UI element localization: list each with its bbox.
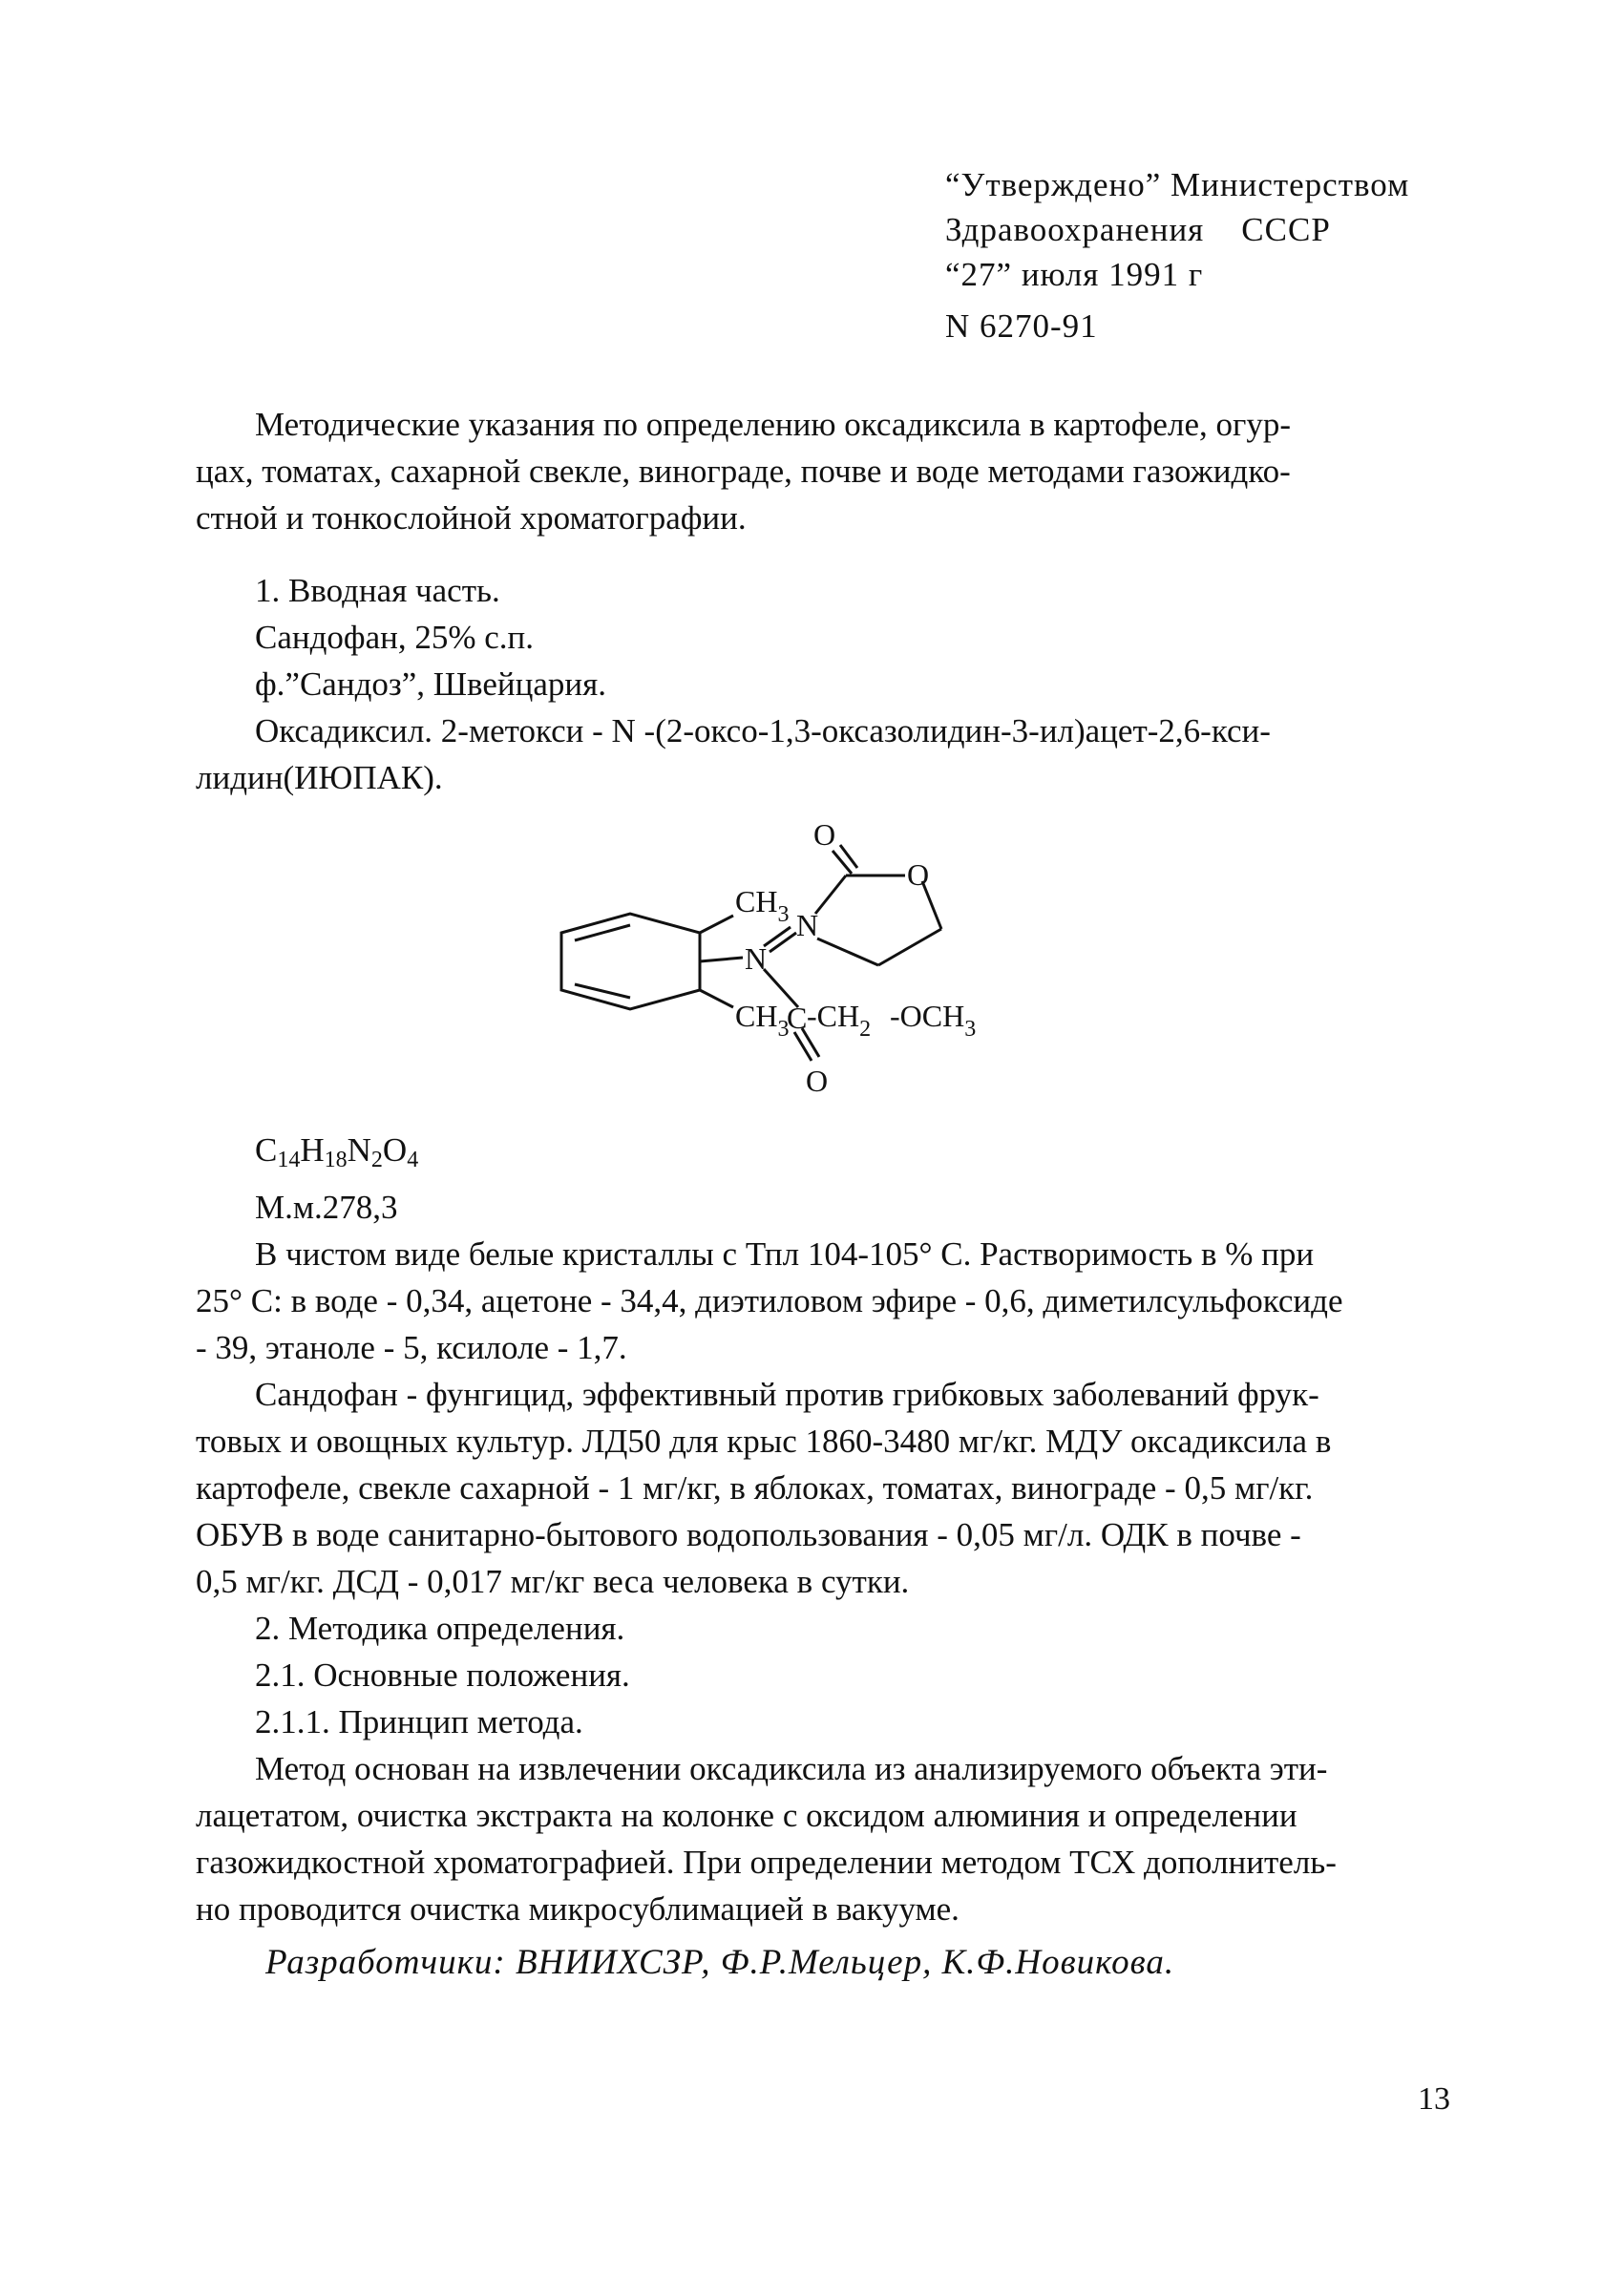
atom-n1: N <box>745 941 768 976</box>
text-line: 25° С: в воде - 0,34, ацетоне - 34,4, диэтиловом эфире - 0,6, диметилсульфоксиде <box>196 1282 1343 1319</box>
title-line-2: цах, томатах, сахарной свекле, винограде, почве и воде методами газожидко- <box>196 453 1291 490</box>
text-line: ОБУВ в воде санитарно-бытового водопользования - 0,05 мг/л. ОДК в почве - <box>196 1516 1301 1553</box>
bond-n-n-1 <box>764 927 791 946</box>
section-heading-method: 2. Методика определения. <box>255 1610 625 1647</box>
bond-c-o-1 <box>794 1032 812 1061</box>
text-line: Метод основан на извлечении оксадиксила из анализируемого объекта эти- <box>255 1750 1328 1787</box>
section-heading-basics: 2.1. Основные положения. <box>255 1656 630 1694</box>
title-line-1: Методические указания по определению оксадиксила в картофеле, огур- <box>255 406 1291 443</box>
text-line: лацетатом, очистка экстракта на колонке с оксидом алюминия и определении <box>196 1797 1297 1834</box>
text-line: газожидкостной хроматографией. При определении методом ТСХ дополнитель- <box>196 1844 1337 1881</box>
atom-o-carbonyl: O <box>813 817 836 852</box>
benzene-ring <box>561 914 700 1009</box>
text-line: Сандофан - фунгицид, эффективный против грибковых заболеваний фрук- <box>255 1376 1319 1413</box>
approval-line-2: Здравоохранения СССР <box>945 211 1331 248</box>
bond-ring-1 <box>815 875 846 914</box>
section-heading-intro: 1. Вводная часть. <box>255 572 500 609</box>
atom-o-ring: O <box>907 857 930 892</box>
document-number: N 6270-91 <box>945 307 1098 345</box>
title-line-3: стной и тонкослойной хроматографии. <box>196 499 747 537</box>
approval-date: “27” июля 1991 г <box>945 256 1204 293</box>
document-title <box>196 401 1446 541</box>
group-ch3-bottom: $CH_3$ <box>735 999 790 1042</box>
text-line: картофеле, свекле сахарной - 1 мг/кг, в яблоках, томатах, винограде - 0,5 мг/кг. <box>196 1469 1314 1507</box>
iupac-line-1: Оксадиксил. 2-метокси - N -(2-оксо-1,3-оксазолидин-3-ил)ацет-2,6-кси- <box>255 712 1271 749</box>
section-heading-principle: 2.1.1. Принцип метода. <box>255 1703 583 1740</box>
authors-line: Разработчики: ВНИИХСЗР, Ф.Р.Мельцер, К.Ф.Новикова. <box>265 1943 1175 1982</box>
bond-ring-n <box>700 958 743 961</box>
manufacturer: ф.”Сандоз”, Швейцария. <box>255 665 606 703</box>
intro-section <box>196 567 1446 801</box>
text-line: - 39, этаноле - 5, ксилоле - 1,7. <box>196 1329 627 1366</box>
group-ch3-top: $CH_3$ <box>735 884 790 927</box>
iupac-line-2: лидин(ИЮПАК). <box>196 759 443 796</box>
chain-och3: $-OCH_3$ <box>890 999 977 1042</box>
bond-ring-4 <box>878 929 941 965</box>
text-line: 0,5 мг/кг. ДСД - 0,017 мг/кг веса человека в сутки. <box>196 1563 910 1600</box>
bond-n-n-2 <box>770 933 796 952</box>
atom-n2: N <box>796 908 819 942</box>
atom-o-keto: O <box>806 1064 829 1098</box>
text-line: но проводится очистка микросублимацией в вакууме. <box>196 1890 960 1928</box>
structure-diagram <box>477 816 1012 1117</box>
bond-methyl-top <box>700 916 733 933</box>
chain-c: C <box>787 1001 808 1035</box>
bond-methyl-bottom <box>700 990 733 1007</box>
approval-block <box>945 162 1409 297</box>
page-number: 13 <box>1418 2081 1450 2117</box>
product-name: Сандофан, 25% с.п. <box>255 619 535 656</box>
molecular-formula: $C_{14}H_{18}N_2O_4$ <box>255 1131 419 1172</box>
structural-formula <box>477 816 1012 1126</box>
text-line: В чистом виде белые кристаллы с Тпл 104-105° С. Растворимость в % при <box>255 1235 1315 1273</box>
chain-ch2: $-CH_2$ <box>807 999 872 1042</box>
molar-mass: М.м.278,3 <box>255 1189 398 1226</box>
approval-line-1: “Утверждено” Министерством <box>945 166 1410 203</box>
properties-section <box>196 1127 1446 1932</box>
text-line: товых и овощных культур. ЛД50 для крыс 1860-3480 мг/кг. МДУ оксадиксила в <box>196 1423 1332 1460</box>
bond-ring-5 <box>817 939 878 965</box>
